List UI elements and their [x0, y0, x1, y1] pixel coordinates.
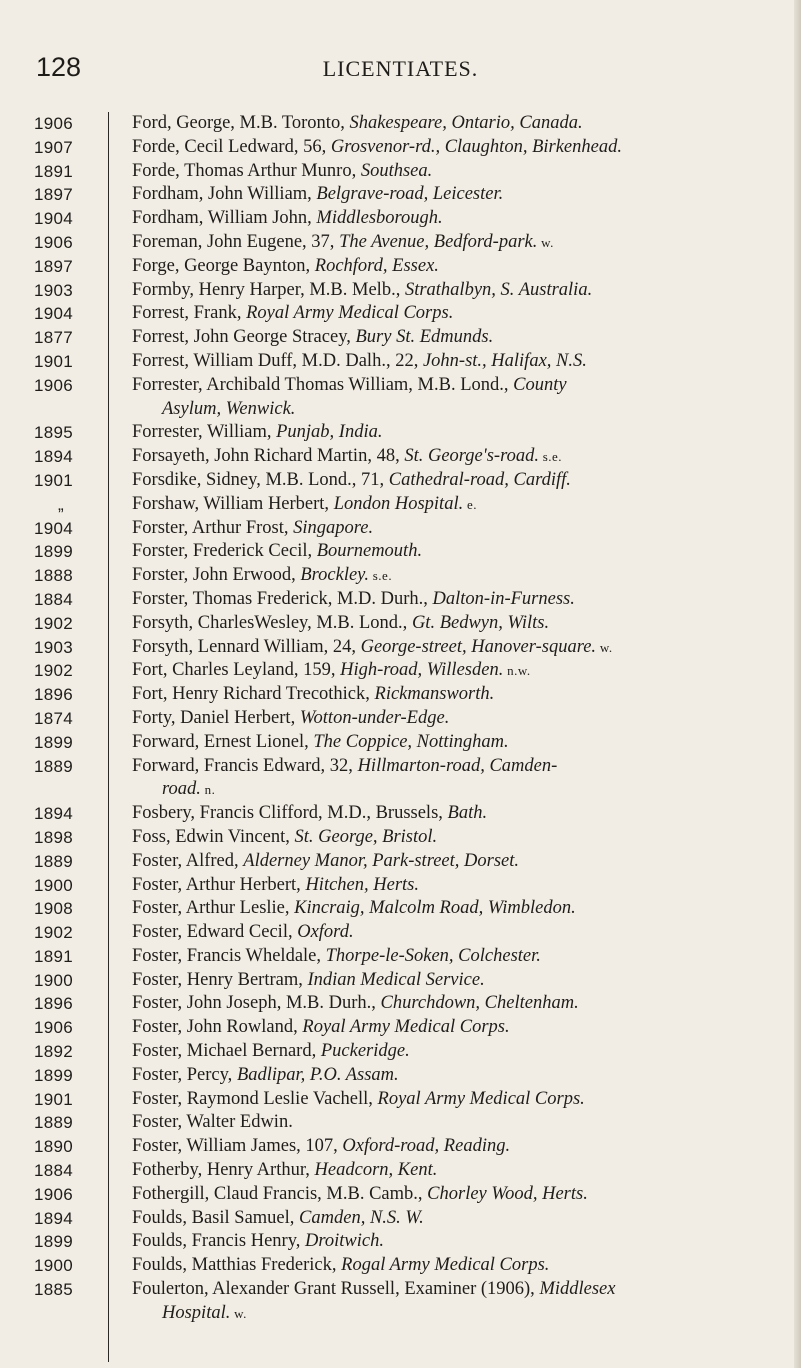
entry-name: Foulds, Basil Samuel, [132, 1207, 300, 1228]
entry-address: High-road, Willesden. [340, 660, 504, 681]
entry-address-continued: Asylum, Wenwick. [162, 398, 296, 419]
entry-year: 1884 [34, 589, 74, 609]
entry-address: Singapore. [293, 517, 374, 538]
list-item [0, 1230, 801, 1254]
list-item [0, 207, 801, 231]
entry-year: 1904 [34, 518, 74, 538]
entry-name: Forward, Ernest Lionel, [132, 731, 314, 752]
entry-text [132, 802, 780, 826]
list-item [0, 636, 801, 660]
entry-name: Foster, John Rowland, [132, 1017, 303, 1038]
entry-text [132, 421, 780, 445]
entry-year: 1906 [34, 114, 74, 133]
entry-address-continued: road. [162, 779, 201, 800]
list-item [0, 255, 801, 279]
entry-address: Gt. Bedwyn, Wilts. [411, 612, 550, 633]
entry-text [132, 326, 780, 350]
entry-text [132, 493, 780, 517]
list-item [0, 374, 801, 422]
entry-year: 1891 [34, 161, 74, 181]
entry-text [132, 112, 780, 136]
entry-name: Forde, Cecil Ledward, 56, [132, 136, 331, 157]
entry-postal-district: w. [596, 639, 613, 655]
entry-year: 1906 [34, 232, 74, 252]
list-item [0, 517, 801, 541]
entry-name: Formby, Henry Harper, M.B. Melb., [132, 279, 405, 300]
entry-text [132, 279, 780, 303]
entry-text [132, 1159, 780, 1183]
list-item [0, 421, 801, 445]
list-item [0, 802, 801, 826]
entry-address: Grosvenor-rd., Claughton, Birkenhead. [330, 136, 622, 157]
list-item [0, 112, 801, 136]
entry-name: Foulerton, Alexander Grant Russell, Examiner (1906), [132, 1279, 540, 1300]
entry-address: Alderney Manor, Park-street, Dorset. [243, 850, 520, 871]
entry-name: Foster, Francis Wheldale, [132, 945, 326, 966]
entry-year: 1896 [34, 994, 74, 1014]
list-item [0, 279, 801, 303]
entry-address: Royal Army Medical Corps. [302, 1017, 510, 1038]
entry-name: Forsdike, Sidney, M.B. Lond., 71, [132, 469, 389, 490]
entry-continuation [132, 1302, 780, 1326]
entry-year: 1904 [34, 209, 74, 229]
entry-name: Fordham, William John, [132, 208, 317, 229]
entry-year: 1899 [34, 1065, 74, 1085]
entry-text [132, 255, 780, 279]
entry-address: Royal Army Medical Corps. [246, 303, 454, 324]
entry-text [132, 921, 780, 945]
entry-year: 1888 [34, 566, 74, 586]
entry-year: 1901 [34, 470, 74, 490]
entry-text [132, 540, 780, 564]
entry-name: Forge, George Baynton, [132, 255, 315, 276]
entry-postal-district: s.e. [538, 449, 563, 465]
list-item [0, 1111, 801, 1135]
entry-year: 1902 [34, 923, 74, 943]
list-item [0, 826, 801, 850]
entry-name: Foster, Raymond Leslie Vachell, [132, 1088, 378, 1109]
entry-name: Forsyth, CharlesWesley, M.B. Lond., [132, 612, 412, 633]
list-item [0, 1159, 801, 1183]
list-item [0, 1040, 801, 1064]
entry-name: Forshaw, William Herbert, [132, 493, 334, 514]
entry-text [132, 683, 780, 707]
entry-address: John-st., Halifax, N.S. [422, 350, 587, 371]
list-item [0, 874, 801, 898]
entry-name: Ford, George, M.B. Toronto, [132, 113, 350, 133]
entry-text [132, 136, 780, 160]
list-item [0, 992, 801, 1016]
entry-address: The Avenue, Bedford-park. [339, 231, 538, 252]
entry-year: 1897 [34, 185, 74, 205]
entry-year: 1899 [34, 1232, 74, 1252]
entry-year: 1901 [34, 351, 74, 371]
list-item [0, 136, 801, 160]
list-item [0, 493, 801, 517]
entry-text [132, 945, 780, 969]
entry-address: Southsea. [360, 160, 433, 181]
entry-year: 1894 [34, 447, 74, 467]
entry-year: 1901 [34, 1089, 74, 1109]
entry-text [132, 755, 780, 803]
entry-name: Foster, Walter Edwin. [132, 1112, 293, 1133]
entry-year: 1900 [34, 875, 74, 895]
list-item [0, 564, 801, 588]
list-item [0, 850, 801, 874]
entry-name: Foulds, Matthias Frederick, [132, 1255, 342, 1276]
list-item [0, 1016, 801, 1040]
list-item [0, 160, 801, 184]
entry-address: St. George's-road. [404, 446, 539, 467]
entry-text [132, 1230, 780, 1254]
entry-name: Forty, Daniel Herbert, [132, 707, 300, 728]
entry-text [132, 1016, 780, 1040]
entry-address: St. George, Bristol. [294, 826, 438, 847]
entry-text [132, 160, 780, 184]
entry-year: 1898 [34, 827, 74, 847]
entry-text [132, 612, 780, 636]
entry-name: Foster, John Joseph, M.B. Durh., [132, 993, 381, 1014]
entry-text [132, 1183, 780, 1207]
entry-address: Oxford-road, Reading. [342, 1136, 511, 1157]
entry-address: Hillmarton-road, Camden- [357, 755, 558, 776]
entry-address: Bath. [447, 803, 488, 824]
entry-text [132, 731, 780, 755]
entry-name: Forrester, Archibald Thomas William, M.B. Lond., [132, 374, 514, 395]
entry-address: Rickmansworth. [374, 684, 495, 705]
entry-address: Badlipar, P.O. Assam. [236, 1064, 399, 1085]
list-item [0, 350, 801, 374]
entry-address: Brockley. [300, 565, 369, 586]
entry-name: Foster, Edward Cecil, [132, 922, 298, 943]
entry-postal-district: n.w. [503, 663, 531, 679]
entry-year: 1902 [34, 661, 74, 681]
entry-name: Forrest, John George Stracey, [132, 327, 356, 348]
entry-text [132, 302, 780, 326]
entry-year: 1894 [34, 804, 74, 824]
list-item [0, 1064, 801, 1088]
list-item [0, 469, 801, 493]
entry-name: Fosbery, Francis Clifford, M.D., Brussels, [132, 803, 448, 824]
entry-name: Forrester, William, [132, 422, 277, 443]
list-item [0, 1135, 801, 1159]
entry-postal-district: w. [230, 1305, 247, 1321]
list-item [0, 445, 801, 469]
entry-name: Forster, Arthur Frost, [132, 517, 294, 538]
entry-year: 1902 [34, 613, 74, 633]
entry-text [132, 1111, 780, 1135]
entry-name: Fort, Henry Richard Trecothick, [132, 684, 375, 705]
entry-address: Thorpe-le-Soken, Colchester. [325, 945, 541, 966]
entry-address: George-street, Hanover-square. [360, 636, 597, 657]
entry-year: 1899 [34, 542, 74, 562]
list-item [0, 612, 801, 636]
entry-name: Fothergill, Claud Francis, M.B. Camb., [132, 1183, 428, 1204]
entry-text [132, 659, 780, 683]
entry-text [132, 183, 780, 207]
entry-address: Churchdown, Cheltenham. [380, 993, 579, 1014]
entry-name: Forster, John Erwood, [132, 565, 301, 586]
entry-text [132, 588, 780, 612]
entry-address: Royal Army Medical Corps. [377, 1088, 585, 1109]
entry-year: 1904 [34, 304, 74, 324]
entry-name: Foster, Percy, [132, 1064, 237, 1085]
entry-address: Camden, N.S. W. [299, 1207, 424, 1228]
entry-postal-district: n. [200, 782, 216, 798]
entry-postal-district: w. [537, 234, 554, 250]
list-item [0, 302, 801, 326]
entry-year: 1899 [34, 732, 74, 752]
page-edge [794, 0, 801, 1368]
entry-address: Cathedral-road, Cardiff. [388, 469, 571, 490]
entry-address: Belgrave-road, Leicester. [316, 184, 504, 205]
list-item [0, 1183, 801, 1207]
entry-text [132, 1207, 780, 1231]
entry-address: Chorley Wood, Herts. [427, 1183, 588, 1204]
entry-name: Foss, Edwin Vincent, [132, 826, 295, 847]
entry-continuation [132, 778, 780, 802]
entry-address-continued: Hospital. [162, 1302, 231, 1323]
list-item [0, 1278, 801, 1326]
entry-address: Kincraig, Malcolm Road, Wimbledon. [294, 898, 576, 919]
entry-year: 1908 [34, 899, 74, 919]
entry-name: Fort, Charles Leyland, 159, [132, 660, 341, 681]
entry-year: 1889 [34, 1113, 74, 1133]
entry-name: Foreman, John Eugene, 37, [132, 231, 340, 252]
entry-name: Foster, William James, 107, [132, 1136, 343, 1157]
entry-address: Wotton-under-Edge. [299, 707, 450, 728]
list-item [0, 1254, 801, 1278]
entry-year: 1906 [34, 1018, 74, 1038]
entry-text [132, 374, 780, 422]
entry-address: Punjab, India. [276, 422, 383, 443]
entry-year: 1890 [34, 1137, 74, 1157]
entry-name: Foster, Arthur Leslie, [132, 898, 295, 919]
entry-postal-district: s.e. [368, 568, 393, 584]
entry-year: 1895 [34, 423, 74, 443]
entry-text [132, 992, 780, 1016]
entry-name: Forde, Thomas Arthur Munro, [132, 160, 361, 181]
entry-name: Fordham, John William, [132, 184, 317, 205]
list-item [0, 588, 801, 612]
licentiate-list [0, 112, 801, 1326]
entry-address: Headcorn, Kent. [314, 1160, 438, 1181]
entry-text [132, 850, 780, 874]
entry-year: 1874 [34, 708, 74, 728]
entry-name: Forrest, William Duff, M.D. Dalh., 22, [132, 350, 423, 371]
entry-name: Foster, Arthur Herbert, [132, 874, 306, 895]
entry-address: Indian Medical Service. [307, 969, 485, 990]
list-item [0, 231, 801, 255]
entry-text [132, 897, 780, 921]
entry-text [132, 874, 780, 898]
entry-name: Forster, Thomas Frederick, M.D. Durh., [132, 588, 433, 609]
entry-name: Foster, Alfred, [132, 850, 244, 871]
entry-address: Dalton-in-Furness. [432, 588, 575, 609]
entry-text [132, 1278, 780, 1326]
entry-address: Hitchen, Herts. [305, 874, 419, 895]
entry-name: Fotherby, Henry Arthur, [132, 1160, 315, 1181]
entry-address: Puckeridge. [320, 1041, 410, 1062]
entry-name: Forsayeth, John Richard Martin, 48, [132, 446, 405, 467]
entry-year: 1892 [34, 1042, 74, 1062]
entry-name: Forrest, Frank, [132, 303, 247, 324]
entry-year: 1903 [34, 280, 74, 300]
running-title: LICENTIATES. [322, 56, 479, 81]
entry-year: 1900 [34, 1256, 74, 1276]
entry-address: Rogal Army Medical Corps. [341, 1255, 550, 1276]
list-item [0, 707, 801, 731]
page-number: 128 [36, 52, 82, 82]
list-item [0, 540, 801, 564]
entry-text [132, 636, 780, 660]
entry-address: The Coppice, Nottingham. [313, 731, 509, 752]
entry-text [132, 1040, 780, 1064]
entry-year: 1903 [34, 637, 74, 657]
entry-name: Foster, Henry Bertram, [132, 969, 308, 990]
entry-text [132, 707, 780, 731]
entry-name: Forsyth, Lennard William, 24, [132, 636, 361, 657]
entry-name: Foster, Michael Bernard, [132, 1041, 321, 1062]
entry-year: 1894 [34, 1208, 74, 1228]
entry-year: „ [58, 494, 64, 514]
list-item [0, 326, 801, 350]
entry-name: Foulds, Francis Henry, [132, 1231, 305, 1252]
page-header [0, 52, 801, 92]
entry-text [132, 517, 780, 541]
entry-address: London Hospital. [333, 493, 464, 514]
list-item [0, 659, 801, 683]
entry-year: 1906 [34, 375, 74, 395]
entry-text [132, 231, 780, 255]
entry-year: 1877 [34, 328, 74, 348]
entry-year: 1907 [34, 137, 74, 157]
list-item [0, 683, 801, 707]
entry-year: 1906 [34, 1184, 74, 1204]
entry-text [132, 564, 780, 588]
entry-name: Forward, Francis Edward, 32, [132, 755, 358, 776]
list-item [0, 1207, 801, 1231]
entry-year: 1897 [34, 256, 74, 276]
entry-year: 1891 [34, 946, 74, 966]
list-item [0, 969, 801, 993]
entry-text [132, 1135, 780, 1159]
entry-year: 1896 [34, 685, 74, 705]
entry-year: 1900 [34, 970, 74, 990]
entry-text [132, 469, 780, 493]
entry-text [132, 969, 780, 993]
entry-continuation [132, 398, 780, 422]
entry-address: Rochford, Essex. [314, 255, 439, 276]
entry-text [132, 445, 780, 469]
list-item [0, 945, 801, 969]
entry-year: 1889 [34, 851, 74, 871]
list-item [0, 897, 801, 921]
entry-address: Bury St. Edmunds. [355, 327, 494, 348]
list-item [0, 1088, 801, 1112]
entry-address: Strathalbyn, S. Australia. [404, 279, 593, 300]
entry-address: Shakespeare, Ontario, Canada. [349, 113, 583, 133]
entry-address: Middlesex [539, 1279, 616, 1300]
entry-year: 1885 [34, 1280, 74, 1300]
entry-text [132, 1088, 780, 1112]
entry-address: Middlesborough. [316, 208, 443, 229]
entry-text [132, 826, 780, 850]
list-item [0, 183, 801, 207]
entry-text [132, 207, 780, 231]
entry-address: Oxford. [297, 922, 354, 943]
entry-text [132, 1254, 780, 1278]
entry-year: 1884 [34, 1161, 74, 1181]
entry-text [132, 350, 780, 374]
entry-text [132, 1064, 780, 1088]
entry-year: 1889 [34, 756, 74, 776]
entry-address: Droitwich. [305, 1231, 384, 1252]
entry-postal-district: e. [463, 496, 477, 512]
list-item [0, 731, 801, 755]
list-item [0, 921, 801, 945]
list-item [0, 755, 801, 803]
entry-name: Forster, Frederick Cecil, [132, 541, 317, 562]
entry-address: County [513, 374, 567, 395]
entry-address: Bournemouth. [316, 541, 423, 562]
